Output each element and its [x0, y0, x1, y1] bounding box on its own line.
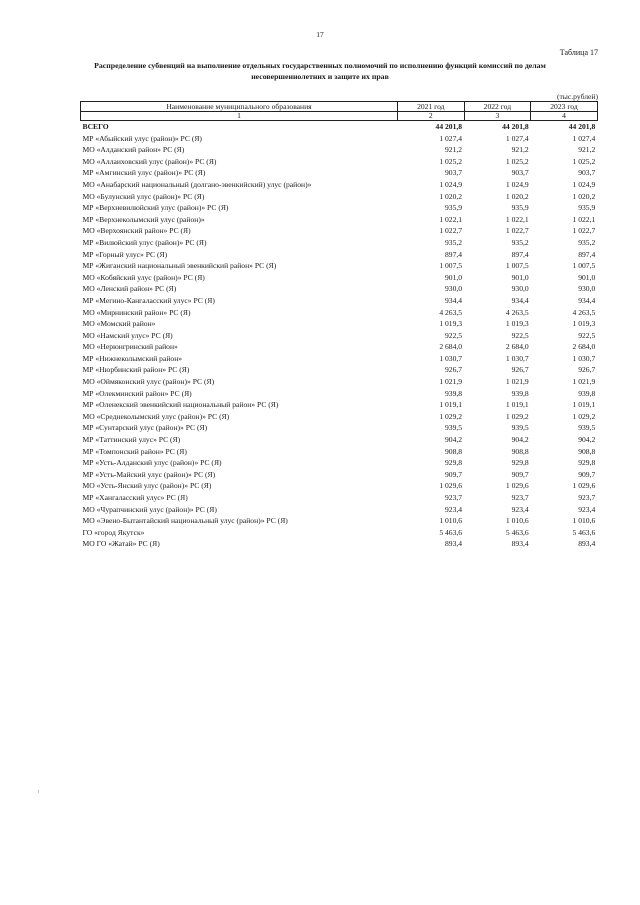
value-2023: 897,4 — [578, 249, 596, 259]
value-2023: 926,7 — [578, 365, 596, 375]
value-2022: 922,5 — [511, 330, 529, 340]
municipality-name: МО «Ленский район» РС (Я) — [82, 284, 177, 294]
value-2022: 934,4 — [511, 295, 529, 305]
total-row — [81, 121, 598, 133]
table-row — [81, 376, 598, 388]
value-2022: 903,7 — [511, 168, 529, 178]
municipality-name: МО «Анабарский национальный (долгано-эвенкийский) улус (район)» — [82, 179, 312, 189]
column-number: 4 — [531, 112, 598, 121]
table-body — [81, 121, 598, 550]
value-2022: 923,4 — [511, 504, 529, 514]
table-row — [81, 283, 598, 295]
value-2023: 4 263,5 — [572, 307, 596, 317]
value-2022: 904,2 — [511, 435, 529, 445]
value-2022: 1 029,2 — [505, 411, 529, 421]
table-row — [81, 133, 598, 145]
value-2021: 922,5 — [445, 330, 463, 340]
value-2021: 934,4 — [445, 295, 463, 305]
value-2023: 5 463,6 — [572, 527, 596, 537]
table-row — [81, 492, 598, 504]
value-2023: 893,4 — [578, 539, 596, 549]
value-2022: 935,2 — [511, 237, 529, 247]
municipality-name: МО «Момский район» — [82, 319, 156, 329]
value-2021: 939,8 — [445, 388, 463, 398]
value-2022: 935,9 — [511, 203, 529, 213]
table-row — [81, 191, 598, 203]
header-municipality: Наименование муниципального образования — [81, 102, 398, 112]
municipality-name: МР «Верхневилюйский улус (район)» РС (Я) — [82, 203, 229, 213]
municipality-name: МР «Олекминский район» РС (Я) — [82, 388, 192, 398]
municipality-name: МО «Нерюнгринский район» — [82, 342, 178, 352]
value-2021: 1 029,6 — [439, 481, 463, 491]
value-2021: 1 030,7 — [439, 353, 463, 363]
table-row — [81, 469, 598, 481]
table-row — [81, 237, 598, 249]
value-2022: 939,8 — [511, 388, 529, 398]
header-2021: 2021 год — [398, 102, 465, 112]
table-row — [81, 399, 598, 411]
municipality-name: МО «Мирнинский район» РС (Я) — [82, 307, 191, 317]
value-2021: 4 263,5 — [439, 307, 463, 317]
municipality-name: МР «Сунтарский улус (район)» РС (Я) — [82, 423, 208, 433]
value-2022: 926,7 — [511, 365, 529, 375]
table-row — [81, 341, 598, 353]
value-2022: 1 010,6 — [505, 516, 529, 526]
value-2023: 921,2 — [578, 145, 596, 155]
document-title: Распределение субвенций на выполнение отдельных государственных полномочий по исполнению функций комиссий по делам несовершеннолетних и защите их прав — [94, 61, 546, 81]
table-row — [81, 249, 598, 261]
value-2023: 903,7 — [578, 168, 596, 178]
value-2021: 903,7 — [445, 168, 463, 178]
value-2023: 939,5 — [578, 423, 596, 433]
table-row — [81, 167, 598, 179]
value-2021: 1 024,9 — [439, 179, 463, 189]
value-2022: 921,2 — [511, 145, 529, 155]
value-2023: 1 019,1 — [572, 400, 596, 410]
value-2023: 939,8 — [578, 388, 596, 398]
value-2021: 1 010,6 — [439, 516, 463, 526]
value-2021: 2 684,0 — [439, 342, 463, 352]
municipality-name: МО «Намский улус» РС (Я) — [82, 330, 173, 340]
column-number: 2 — [398, 112, 465, 121]
value-2022: 939,5 — [511, 423, 529, 433]
value-2022: 930,0 — [511, 284, 529, 294]
value-2023: 904,2 — [578, 435, 596, 445]
table-row — [81, 225, 598, 237]
value-2021: 921,2 — [445, 145, 463, 155]
value-2023: 922,5 — [578, 330, 596, 340]
value-2022: 1 022,1 — [505, 214, 529, 224]
value-2023: 1 019,3 — [572, 319, 596, 329]
column-number: 1 — [81, 112, 398, 121]
value-2022: 893,4 — [511, 539, 529, 549]
municipality-name: МР «Мегино-Кангаласский улус» РС (Я) — [82, 295, 215, 305]
value-2023: 935,9 — [578, 203, 596, 213]
table-row — [81, 318, 598, 330]
value-2023: 1 022,7 — [572, 226, 596, 236]
value-2022: 1 019,3 — [505, 319, 529, 329]
value-2022: 929,8 — [511, 458, 529, 468]
municipality-name: ВСЕГО — [82, 122, 109, 131]
value-2021: 935,2 — [445, 237, 463, 247]
value-2022: 1 024,9 — [505, 179, 529, 189]
table-row — [81, 156, 598, 168]
municipality-name: МО «Оймяконский улус (район)» РС (Я) — [82, 377, 215, 387]
value-2022: 5 463,6 — [505, 527, 529, 537]
table-row — [81, 307, 598, 319]
value-2021: 1 019,1 — [439, 400, 463, 410]
subventions-table — [80, 101, 598, 550]
value-2023: 1 022,1 — [572, 214, 596, 224]
value-2021: 908,8 — [445, 446, 463, 456]
header-2022: 2022 год — [464, 102, 531, 112]
value-2023: 1 024,9 — [572, 179, 596, 189]
table-row — [81, 260, 598, 272]
column-number-row — [81, 112, 598, 121]
value-2021: 926,7 — [445, 365, 463, 375]
value-2021: 1 029,2 — [439, 411, 463, 421]
value-2023: 901,0 — [578, 272, 596, 282]
table-row — [81, 353, 598, 365]
table-row — [81, 144, 598, 156]
value-2021: 930,0 — [445, 284, 463, 294]
value-2023: 929,8 — [578, 458, 596, 468]
value-2021: 923,7 — [445, 493, 463, 502]
table-row — [81, 388, 598, 400]
table-row — [81, 446, 598, 458]
scan-mark — [38, 790, 39, 793]
value-2022: 1 020,2 — [505, 191, 529, 201]
value-2022: 2 684,0 — [505, 342, 529, 352]
value-2021: 5 463,6 — [439, 527, 463, 537]
table-row — [81, 202, 598, 214]
value-2021: 897,4 — [445, 249, 463, 259]
municipality-name: МР «Хангаласский улус» РС (Я) — [82, 493, 188, 502]
municipality-name: МР «Нюрбинский район» РС (Я) — [82, 365, 190, 375]
value-2022: 1 021,9 — [505, 377, 529, 387]
value-2023: 1 030,7 — [572, 353, 596, 363]
value-2023: 923,4 — [578, 504, 596, 514]
value-2021: 893,4 — [445, 539, 463, 549]
table-row — [81, 527, 598, 539]
value-2023: 934,4 — [578, 295, 596, 305]
value-2021: 923,4 — [445, 504, 463, 514]
unit-label: (тыс.рублей) — [556, 92, 598, 101]
value-2022: 1 027,4 — [505, 133, 529, 143]
value-2021: 1 022,1 — [439, 214, 463, 224]
value-2022: 1 019,1 — [505, 400, 529, 410]
value-2023: 1 021,9 — [572, 377, 596, 387]
municipality-name: МР «Усть-Майский улус (район)» РС (Я) — [82, 469, 216, 479]
table-row — [81, 364, 598, 376]
municipality-name: МО «Аллаиховский улус (район)» РС (Я) — [82, 156, 217, 166]
table-row — [81, 179, 598, 191]
municipality-name: МО «Булунский улус (район)» РС (Я) — [82, 191, 205, 201]
table-row — [81, 422, 598, 434]
value-2021: 44 201,8 — [435, 122, 463, 131]
table-number: Таблица 17 — [559, 48, 598, 57]
table-row — [81, 330, 598, 342]
municipality-name: МО «Кобяйский улус (район)» РС (Я) — [82, 272, 205, 282]
value-2021: 909,7 — [445, 469, 463, 479]
table-row — [81, 515, 598, 527]
municipality-name: МР «Вилюйский улус (район)» РС (Я) — [82, 237, 207, 247]
value-2022: 1 025,2 — [505, 156, 529, 166]
value-2023: 1 029,2 — [572, 411, 596, 421]
value-2023: 1 007,5 — [572, 261, 596, 271]
value-2023: 923,7 — [578, 493, 596, 502]
value-2021: 1 021,9 — [439, 377, 463, 387]
value-2023: 1 020,2 — [572, 191, 596, 201]
value-2021: 904,2 — [445, 435, 463, 445]
municipality-name: МР «Оленекский эвенкийский национальный район» РС (Я) — [82, 400, 279, 410]
table-row — [81, 411, 598, 423]
municipality-name: МО «Алданский район» РС (Я) — [82, 145, 185, 155]
municipality-name: ГО «город Якутск» — [82, 527, 145, 537]
value-2021: 935,9 — [445, 203, 463, 213]
value-2021: 901,0 — [445, 272, 463, 282]
value-2022: 1 030,7 — [505, 353, 529, 363]
municipality-name: МО «Среднеколымский улус (район)» РС (Я) — [82, 411, 230, 421]
value-2021: 1 019,3 — [439, 319, 463, 329]
value-2022: 1 007,5 — [505, 261, 529, 271]
value-2023: 1 025,2 — [572, 156, 596, 166]
value-2021: 1 020,2 — [439, 191, 463, 201]
municipality-name: МР «Жиганский национальный эвенкийский район» РС (Я) — [82, 261, 277, 271]
municipality-name: МО «Эвено-Бытантайский национальный улус (район)» РС (Я) — [82, 516, 288, 526]
value-2023: 2 684,0 — [572, 342, 596, 352]
value-2023: 908,8 — [578, 446, 596, 456]
value-2022: 4 263,5 — [505, 307, 529, 317]
table-row — [81, 295, 598, 307]
page-number: 17 — [316, 30, 324, 39]
value-2021: 939,5 — [445, 423, 463, 433]
value-2023: 1 027,4 — [572, 133, 596, 143]
municipality-name: МР «Горный улус» РС (Я) — [82, 249, 168, 259]
value-2022: 44 201,8 — [502, 122, 529, 131]
value-2023: 935,2 — [578, 237, 596, 247]
value-2022: 908,8 — [511, 446, 529, 456]
value-2021: 1 022,7 — [439, 226, 463, 236]
value-2023: 44 201,8 — [568, 122, 596, 131]
value-2022: 909,7 — [511, 469, 529, 479]
table-header-row — [81, 102, 598, 112]
municipality-name: МР «Верхнеколымский улус (район)» — [82, 214, 205, 224]
value-2023: 909,7 — [578, 469, 596, 479]
value-2022: 897,4 — [511, 249, 529, 259]
municipality-name: МР «Нижнеколымский район» — [82, 353, 183, 363]
municipality-name: МО «Усть-Янский улус (район)» РС (Я) — [82, 481, 212, 491]
value-2022: 901,0 — [511, 272, 529, 282]
municipality-name: МО «Верхоянский район» РС (Я) — [82, 226, 191, 236]
municipality-name: МР «Абыйский улус (район)» РС (Я) — [82, 133, 202, 143]
value-2021: 929,8 — [445, 458, 463, 468]
header-2023: 2023 год — [531, 102, 598, 112]
value-2021: 1 025,2 — [439, 156, 463, 166]
table-row — [81, 538, 598, 550]
value-2023: 1 010,6 — [572, 516, 596, 526]
value-2022: 923,7 — [511, 493, 529, 502]
table-row — [81, 214, 598, 226]
column-number: 3 — [464, 112, 531, 121]
table-row — [81, 504, 598, 516]
value-2022: 1 029,6 — [505, 481, 529, 491]
value-2021: 1 027,4 — [439, 133, 463, 143]
municipality-name: МО ГО «Жатай» РС (Я) — [82, 539, 160, 549]
table-row — [81, 480, 598, 492]
municipality-name: МО «Чурапчинский улус (район)» РС (Я) — [82, 504, 217, 514]
value-2021: 1 007,5 — [439, 261, 463, 271]
municipality-name: МР «Амгинский улус (район)» РС (Я) — [82, 168, 206, 178]
value-2022: 1 022,7 — [505, 226, 529, 236]
table-row — [81, 457, 598, 469]
municipality-name: МР «Таттинский улус» РС (Я) — [82, 435, 181, 445]
table-row — [81, 272, 598, 284]
municipality-name: МР «Усть-Алданский улус (район)» РС (Я) — [82, 458, 222, 468]
table-row — [81, 434, 598, 446]
value-2023: 930,0 — [578, 284, 596, 294]
municipality-name: МР «Томпонский район» РС (Я) — [82, 446, 187, 456]
value-2023: 1 029,6 — [572, 481, 596, 491]
